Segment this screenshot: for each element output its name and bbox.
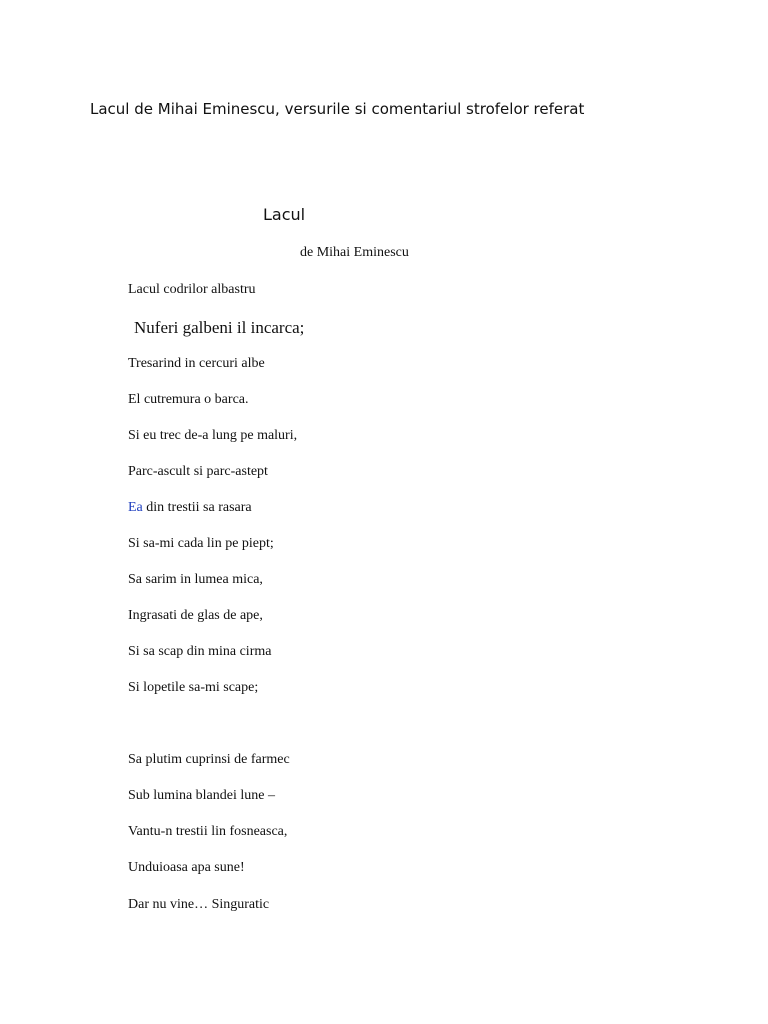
poem-line: Sa sarim in lumea mica, [128,572,263,587]
poem-line: Unduioasa apa sune! [128,860,245,875]
poem-line: Parc-ascult si parc-astept [128,464,268,479]
poem-line: Lacul codrilor albastru [128,282,256,297]
poem-author: de Mihai Eminescu [300,245,409,260]
poem-line: Tresarind in cercuri albe [128,356,265,371]
poem-line: Si lopetile sa-mi scape; [128,680,259,695]
poem-title: Lacul [263,205,306,224]
poem-line: Nuferi galbeni il incarca; [134,318,305,337]
poem-line: Dar nu vine… Singuratic [128,897,270,912]
poem-line: Si sa scap din mina cirma [128,644,272,659]
poem-line: El cutremura o barca. [128,392,249,407]
document-title: Lacul de Mihai Eminescu, versurile si comentariul strofelor referat [90,100,585,118]
poem-line: Vantu-n trestii lin fosneasca, [128,824,288,839]
poem-line: Sa plutim cuprinsi de farmec [128,752,290,767]
poem-line-text: din trestii sa rasara [146,500,252,515]
poem-line: Si eu trec de-a lung pe maluri, [128,428,298,443]
poem-line [128,499,252,517]
poem-line: Ingrasati de glas de ape, [128,608,263,623]
poem-line: Sub lumina blandei lune – [128,788,275,803]
poem-line: Si sa-mi cada lin pe piept; [128,536,274,551]
highlighted-word: Ea [128,500,143,515]
